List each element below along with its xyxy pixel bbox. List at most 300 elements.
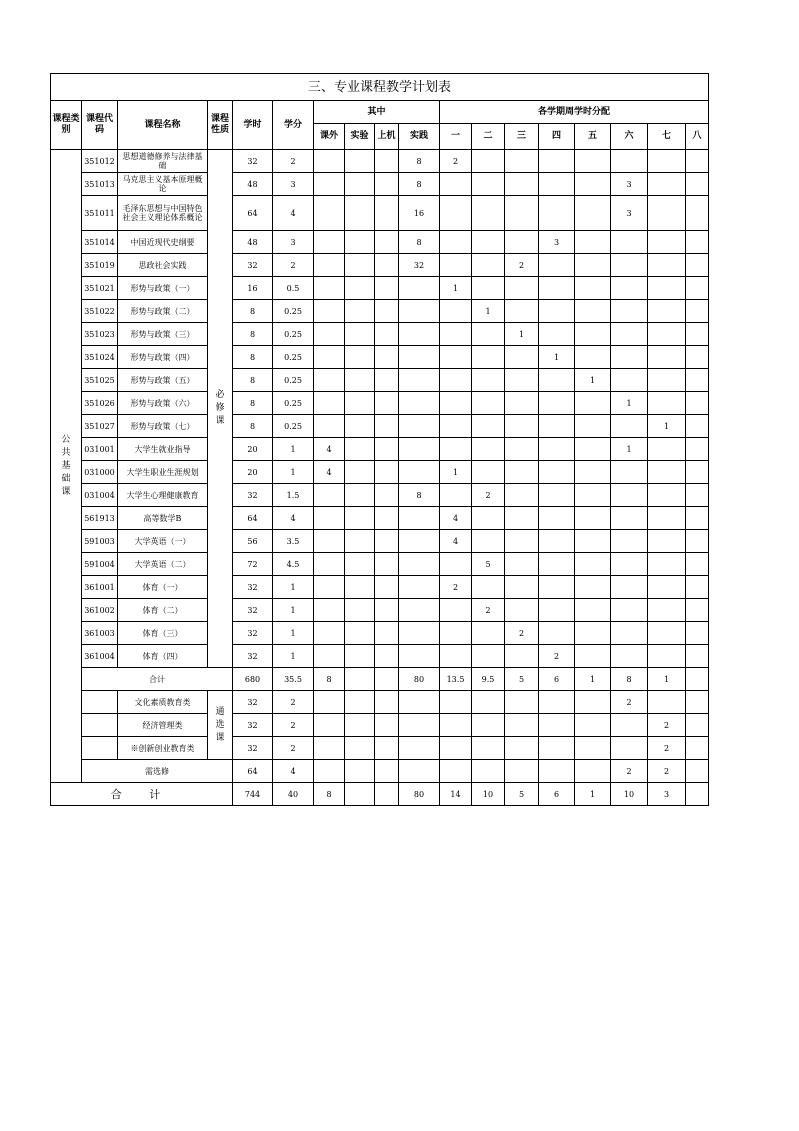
extracurricular-cell xyxy=(314,196,345,231)
practice-cell xyxy=(399,622,440,645)
semester-1-cell: 4 xyxy=(440,530,472,553)
semester-6-cell: 2 xyxy=(611,691,648,714)
semester-4-cell xyxy=(539,553,575,576)
semester-2-cell xyxy=(472,254,505,277)
semester-2-cell xyxy=(472,415,505,438)
semester-6-cell: 1 xyxy=(611,392,648,415)
semester-5-cell xyxy=(575,553,611,576)
semester-8-cell xyxy=(686,150,709,173)
semester-4-cell xyxy=(539,150,575,173)
semester-8-cell xyxy=(686,530,709,553)
table-row xyxy=(51,150,709,173)
semester-2-cell xyxy=(472,760,505,783)
course-hours: 32 xyxy=(233,150,273,173)
semester-6-cell xyxy=(611,346,648,369)
course-code: 561913 xyxy=(82,507,118,530)
course-credits: 1.5 xyxy=(273,484,314,507)
computer-cell xyxy=(375,323,399,346)
empty-cell xyxy=(399,760,440,783)
experiment-cell xyxy=(345,599,375,622)
subtotal-label: 合计 xyxy=(82,668,233,691)
semester-6-cell xyxy=(611,415,648,438)
course-credits: 0.25 xyxy=(273,415,314,438)
semester-1-cell xyxy=(440,392,472,415)
course-code: 031000 xyxy=(82,461,118,484)
extracurricular-cell xyxy=(314,645,345,668)
header-practice: 实践 xyxy=(399,124,440,150)
course-hours: 16 xyxy=(233,277,273,300)
semester-7-cell xyxy=(648,507,686,530)
table-row xyxy=(51,461,709,484)
semester-4-cell xyxy=(539,323,575,346)
course-code: 351012 xyxy=(82,150,118,173)
course-code: 351026 xyxy=(82,392,118,415)
empty-cell xyxy=(314,691,345,714)
semester-6-cell xyxy=(611,254,648,277)
semester-1-cell: 14 xyxy=(440,783,472,806)
semester-8-cell xyxy=(686,277,709,300)
semester-6-cell xyxy=(611,507,648,530)
semester-3-cell xyxy=(505,196,539,231)
semester-1-cell xyxy=(440,438,472,461)
practice-cell xyxy=(399,461,440,484)
semester-8-cell xyxy=(686,346,709,369)
course-credits: 1 xyxy=(273,599,314,622)
semester-8-cell xyxy=(686,576,709,599)
course-hours: 8 xyxy=(233,300,273,323)
elective-hours: 32 xyxy=(233,737,273,760)
extracurricular-cell xyxy=(314,392,345,415)
subtotal-credits: 35.5 xyxy=(273,668,314,691)
practice-cell xyxy=(399,300,440,323)
course-hours: 32 xyxy=(233,599,273,622)
experiment-cell xyxy=(345,415,375,438)
semester-5-cell xyxy=(575,461,611,484)
semester-7-cell xyxy=(648,553,686,576)
semester-1-cell xyxy=(440,553,472,576)
semester-4-cell xyxy=(539,438,575,461)
semester-7-cell xyxy=(648,438,686,461)
course-code: 351027 xyxy=(82,415,118,438)
computer-cell xyxy=(375,415,399,438)
semester-2-cell xyxy=(472,173,505,196)
semester-3-cell xyxy=(505,438,539,461)
course-hours: 32 xyxy=(233,484,273,507)
experiment-cell xyxy=(345,530,375,553)
semester-8-cell xyxy=(686,369,709,392)
extracurricular-cell xyxy=(314,300,345,323)
table-row xyxy=(51,196,709,231)
semester-7-cell xyxy=(648,530,686,553)
semester-3-cell: 5 xyxy=(505,783,539,806)
extracurricular-cell xyxy=(314,346,345,369)
semester-6-cell xyxy=(611,231,648,254)
semester-1-cell xyxy=(440,691,472,714)
semester-1-cell: 13.5 xyxy=(440,668,472,691)
elective-credits: 2 xyxy=(273,737,314,760)
semester-5-cell xyxy=(575,484,611,507)
table-row xyxy=(51,576,709,599)
practice-cell xyxy=(399,415,440,438)
semester-4-cell xyxy=(539,691,575,714)
course-name: 体育（四） xyxy=(118,645,208,668)
semester-4-cell xyxy=(539,196,575,231)
table-row xyxy=(51,645,709,668)
semester-6-cell: 3 xyxy=(611,173,648,196)
semester-7-cell xyxy=(648,173,686,196)
semester-4-cell xyxy=(539,714,575,737)
course-credits: 1 xyxy=(273,622,314,645)
semester-8-cell xyxy=(686,254,709,277)
grand-total-hours: 744 xyxy=(233,783,273,806)
semester-4-cell xyxy=(539,461,575,484)
empty-cell xyxy=(345,714,375,737)
course-code: 351022 xyxy=(82,300,118,323)
semester-8-cell xyxy=(686,392,709,415)
semester-6-cell xyxy=(611,714,648,737)
course-credits: 1 xyxy=(273,576,314,599)
extracurricular-cell xyxy=(314,369,345,392)
semester-7-cell: 2 xyxy=(648,714,686,737)
semester-1-cell: 1 xyxy=(440,277,472,300)
semester-5-cell: 1 xyxy=(575,783,611,806)
semester-5-cell xyxy=(575,645,611,668)
course-code: 361003 xyxy=(82,622,118,645)
header-category: 课程类别 xyxy=(51,101,82,150)
extracurricular-cell xyxy=(314,507,345,530)
semester-6-cell: 3 xyxy=(611,196,648,231)
experiment-cell xyxy=(345,323,375,346)
extracurricular-cell: 4 xyxy=(314,438,345,461)
semester-6-cell xyxy=(611,530,648,553)
course-credits: 3 xyxy=(273,173,314,196)
table-row xyxy=(51,530,709,553)
semester-5-cell xyxy=(575,507,611,530)
semester-8-cell xyxy=(686,760,709,783)
experiment-cell xyxy=(345,461,375,484)
empty-cell xyxy=(375,691,399,714)
semester-3-cell xyxy=(505,173,539,196)
table-row xyxy=(51,346,709,369)
practice-cell xyxy=(399,553,440,576)
header-semester-4: 四 xyxy=(539,124,575,150)
semester-5-cell xyxy=(575,622,611,645)
table-row xyxy=(51,553,709,576)
course-name: 形势与政策（二） xyxy=(118,300,208,323)
empty-cell xyxy=(399,737,440,760)
course-name: 形势与政策（五） xyxy=(118,369,208,392)
header-extracurricular: 课外 xyxy=(314,124,345,150)
required-elective-hours: 64 xyxy=(233,760,273,783)
semester-5-cell: 1 xyxy=(575,668,611,691)
semester-2-cell: 2 xyxy=(472,484,505,507)
semester-3-cell: 5 xyxy=(505,668,539,691)
semester-5-cell: 1 xyxy=(575,369,611,392)
practice-cell xyxy=(399,438,440,461)
elective-code-cell xyxy=(82,737,118,760)
course-credits: 1 xyxy=(273,438,314,461)
semester-3-cell xyxy=(505,461,539,484)
semester-8-cell xyxy=(686,438,709,461)
semester-6-cell: 1 xyxy=(611,438,648,461)
semester-5-cell xyxy=(575,691,611,714)
semester-1-cell xyxy=(440,231,472,254)
course-code: 031001 xyxy=(82,438,118,461)
semester-1-cell xyxy=(440,254,472,277)
experiment-cell xyxy=(345,369,375,392)
semester-3-cell xyxy=(505,231,539,254)
semester-1-cell xyxy=(440,714,472,737)
semester-4-cell xyxy=(539,760,575,783)
elective-code-cell xyxy=(82,691,118,714)
extracurricular-cell: 8 xyxy=(314,668,345,691)
semester-3-cell xyxy=(505,737,539,760)
course-hours: 32 xyxy=(233,622,273,645)
empty-cell xyxy=(314,714,345,737)
empty-cell xyxy=(314,760,345,783)
practice-cell: 32 xyxy=(399,254,440,277)
course-hours: 8 xyxy=(233,346,273,369)
extracurricular-cell xyxy=(314,173,345,196)
general-elective-label: 通 选 课 xyxy=(208,691,233,760)
computer-cell xyxy=(375,346,399,369)
practice-cell xyxy=(399,507,440,530)
course-code: 351024 xyxy=(82,346,118,369)
extracurricular-cell xyxy=(314,484,345,507)
extracurricular-cell xyxy=(314,553,345,576)
experiment-cell xyxy=(345,300,375,323)
semester-8-cell xyxy=(686,622,709,645)
extracurricular-cell xyxy=(314,622,345,645)
course-hours: 8 xyxy=(233,369,273,392)
course-name: 大学生职业生涯规划 xyxy=(118,461,208,484)
semester-6-cell xyxy=(611,553,648,576)
course-code: 351011 xyxy=(82,196,118,231)
header-semester-6: 六 xyxy=(611,124,648,150)
header-nature: 课程性质 xyxy=(208,101,233,150)
course-hours: 72 xyxy=(233,553,273,576)
semester-6-cell xyxy=(611,277,648,300)
table-row xyxy=(51,415,709,438)
semester-8-cell xyxy=(686,645,709,668)
header-semester-7: 七 xyxy=(648,124,686,150)
semester-6-cell: 2 xyxy=(611,760,648,783)
experiment-cell xyxy=(345,553,375,576)
semester-8-cell xyxy=(686,507,709,530)
course-credits: 4 xyxy=(273,507,314,530)
header-semester-3: 三 xyxy=(505,124,539,150)
course-code: 351013 xyxy=(82,173,118,196)
course-credits: 0.25 xyxy=(273,300,314,323)
semester-7-cell: 3 xyxy=(648,783,686,806)
semester-8-cell xyxy=(686,173,709,196)
practice-cell: 80 xyxy=(399,668,440,691)
elective-hours: 32 xyxy=(233,691,273,714)
semester-1-cell xyxy=(440,346,472,369)
practice-cell: 16 xyxy=(399,196,440,231)
course-name: 中国近现代史纲要 xyxy=(118,231,208,254)
course-hours: 56 xyxy=(233,530,273,553)
semester-4-cell xyxy=(539,369,575,392)
semester-4-cell: 6 xyxy=(539,668,575,691)
semester-2-cell: 10 xyxy=(472,783,505,806)
semester-6-cell xyxy=(611,369,648,392)
practice-cell: 8 xyxy=(399,173,440,196)
course-hours: 32 xyxy=(233,254,273,277)
semester-8-cell xyxy=(686,599,709,622)
semester-1-cell xyxy=(440,300,472,323)
semester-7-cell: 2 xyxy=(648,737,686,760)
course-hours: 64 xyxy=(233,196,273,231)
course-code: 361002 xyxy=(82,599,118,622)
computer-cell xyxy=(375,231,399,254)
course-credits: 0.25 xyxy=(273,392,314,415)
semester-3-cell xyxy=(505,150,539,173)
semester-7-cell: 2 xyxy=(648,760,686,783)
experiment-cell xyxy=(345,277,375,300)
computer-cell xyxy=(375,645,399,668)
empty-cell xyxy=(345,691,375,714)
extracurricular-cell: 4 xyxy=(314,461,345,484)
semester-7-cell xyxy=(648,150,686,173)
course-name: 大学英语（二） xyxy=(118,553,208,576)
elective-hours: 32 xyxy=(233,714,273,737)
semester-4-cell xyxy=(539,415,575,438)
semester-7-cell xyxy=(648,300,686,323)
semester-2-cell xyxy=(472,392,505,415)
semester-2-cell xyxy=(472,196,505,231)
course-hours: 20 xyxy=(233,438,273,461)
semester-3-cell xyxy=(505,530,539,553)
header-computer: 上机 xyxy=(375,124,399,150)
semester-3-cell xyxy=(505,599,539,622)
extracurricular-cell xyxy=(314,576,345,599)
table-row xyxy=(51,622,709,645)
semester-3-cell xyxy=(505,760,539,783)
semester-2-cell: 9.5 xyxy=(472,668,505,691)
computer-cell xyxy=(375,461,399,484)
elective-row xyxy=(51,737,709,760)
semester-2-cell xyxy=(472,507,505,530)
computer-cell xyxy=(375,553,399,576)
semester-2-cell xyxy=(472,369,505,392)
semester-2-cell: 2 xyxy=(472,599,505,622)
course-hours: 8 xyxy=(233,323,273,346)
elective-name: 文化素质教育类 xyxy=(118,691,208,714)
semester-8-cell xyxy=(686,231,709,254)
table-row xyxy=(51,254,709,277)
course-name: 形势与政策（四） xyxy=(118,346,208,369)
computer-cell xyxy=(375,369,399,392)
semester-7-cell xyxy=(648,461,686,484)
semester-5-cell xyxy=(575,714,611,737)
semester-5-cell xyxy=(575,415,611,438)
course-credits: 2 xyxy=(273,150,314,173)
course-name: 毛泽东思想与中国特色社会主义理论体系概论 xyxy=(118,196,208,231)
elective-row xyxy=(51,714,709,737)
computer-cell xyxy=(375,173,399,196)
semester-8-cell xyxy=(686,691,709,714)
course-name: 大学生就业指导 xyxy=(118,438,208,461)
extracurricular-cell xyxy=(314,530,345,553)
header-semester-2: 二 xyxy=(472,124,505,150)
course-name: 形势与政策（六） xyxy=(118,392,208,415)
computer-cell xyxy=(375,599,399,622)
experiment-cell xyxy=(345,196,375,231)
semester-8-cell xyxy=(686,737,709,760)
semester-2-cell: 1 xyxy=(472,300,505,323)
computer-cell xyxy=(375,576,399,599)
course-name: 思想道德修养与法律基础 xyxy=(118,150,208,173)
semester-7-cell xyxy=(648,576,686,599)
course-hours: 8 xyxy=(233,415,273,438)
course-hours: 48 xyxy=(233,231,273,254)
course-code: 351023 xyxy=(82,323,118,346)
semester-5-cell xyxy=(575,760,611,783)
semester-6-cell xyxy=(611,737,648,760)
semester-2-cell xyxy=(472,150,505,173)
semester-2-cell xyxy=(472,645,505,668)
extracurricular-cell xyxy=(314,415,345,438)
header-semester-1: 一 xyxy=(440,124,472,150)
semester-8-cell xyxy=(686,196,709,231)
semester-7-cell xyxy=(648,196,686,231)
semester-5-cell xyxy=(575,231,611,254)
extracurricular-cell xyxy=(314,277,345,300)
extracurricular-cell xyxy=(314,599,345,622)
empty-cell xyxy=(399,691,440,714)
semester-2-cell xyxy=(472,323,505,346)
semester-5-cell xyxy=(575,576,611,599)
header-experiment: 实验 xyxy=(345,124,375,150)
semester-5-cell xyxy=(575,346,611,369)
extracurricular-cell xyxy=(314,231,345,254)
practice-cell xyxy=(399,346,440,369)
table-row xyxy=(51,484,709,507)
computer-cell xyxy=(375,530,399,553)
semester-6-cell xyxy=(611,576,648,599)
semester-4-cell: 1 xyxy=(539,346,575,369)
experiment-cell xyxy=(345,622,375,645)
practice-cell xyxy=(399,369,440,392)
semester-8-cell xyxy=(686,668,709,691)
semester-1-cell xyxy=(440,599,472,622)
semester-8-cell xyxy=(686,461,709,484)
semester-1-cell xyxy=(440,484,472,507)
semester-2-cell xyxy=(472,691,505,714)
empty-cell xyxy=(345,760,375,783)
semester-3-cell xyxy=(505,714,539,737)
experiment-cell xyxy=(345,438,375,461)
practice-cell: 80 xyxy=(399,783,440,806)
required-label: 必 修 课 xyxy=(208,150,233,668)
semester-1-cell: 4 xyxy=(440,507,472,530)
semester-6-cell: 8 xyxy=(611,668,648,691)
header-semester-5: 五 xyxy=(575,124,611,150)
semester-7-cell xyxy=(648,622,686,645)
semester-2-cell: 5 xyxy=(472,553,505,576)
semester-5-cell xyxy=(575,300,611,323)
extracurricular-cell xyxy=(314,323,345,346)
course-hours: 64 xyxy=(233,507,273,530)
semester-5-cell xyxy=(575,530,611,553)
semester-4-cell xyxy=(539,392,575,415)
grand-total-label: 合 计 xyxy=(51,783,233,806)
elective-credits: 2 xyxy=(273,691,314,714)
header-of-which: 其中 xyxy=(314,101,440,124)
practice-cell xyxy=(399,392,440,415)
semester-6-cell xyxy=(611,461,648,484)
